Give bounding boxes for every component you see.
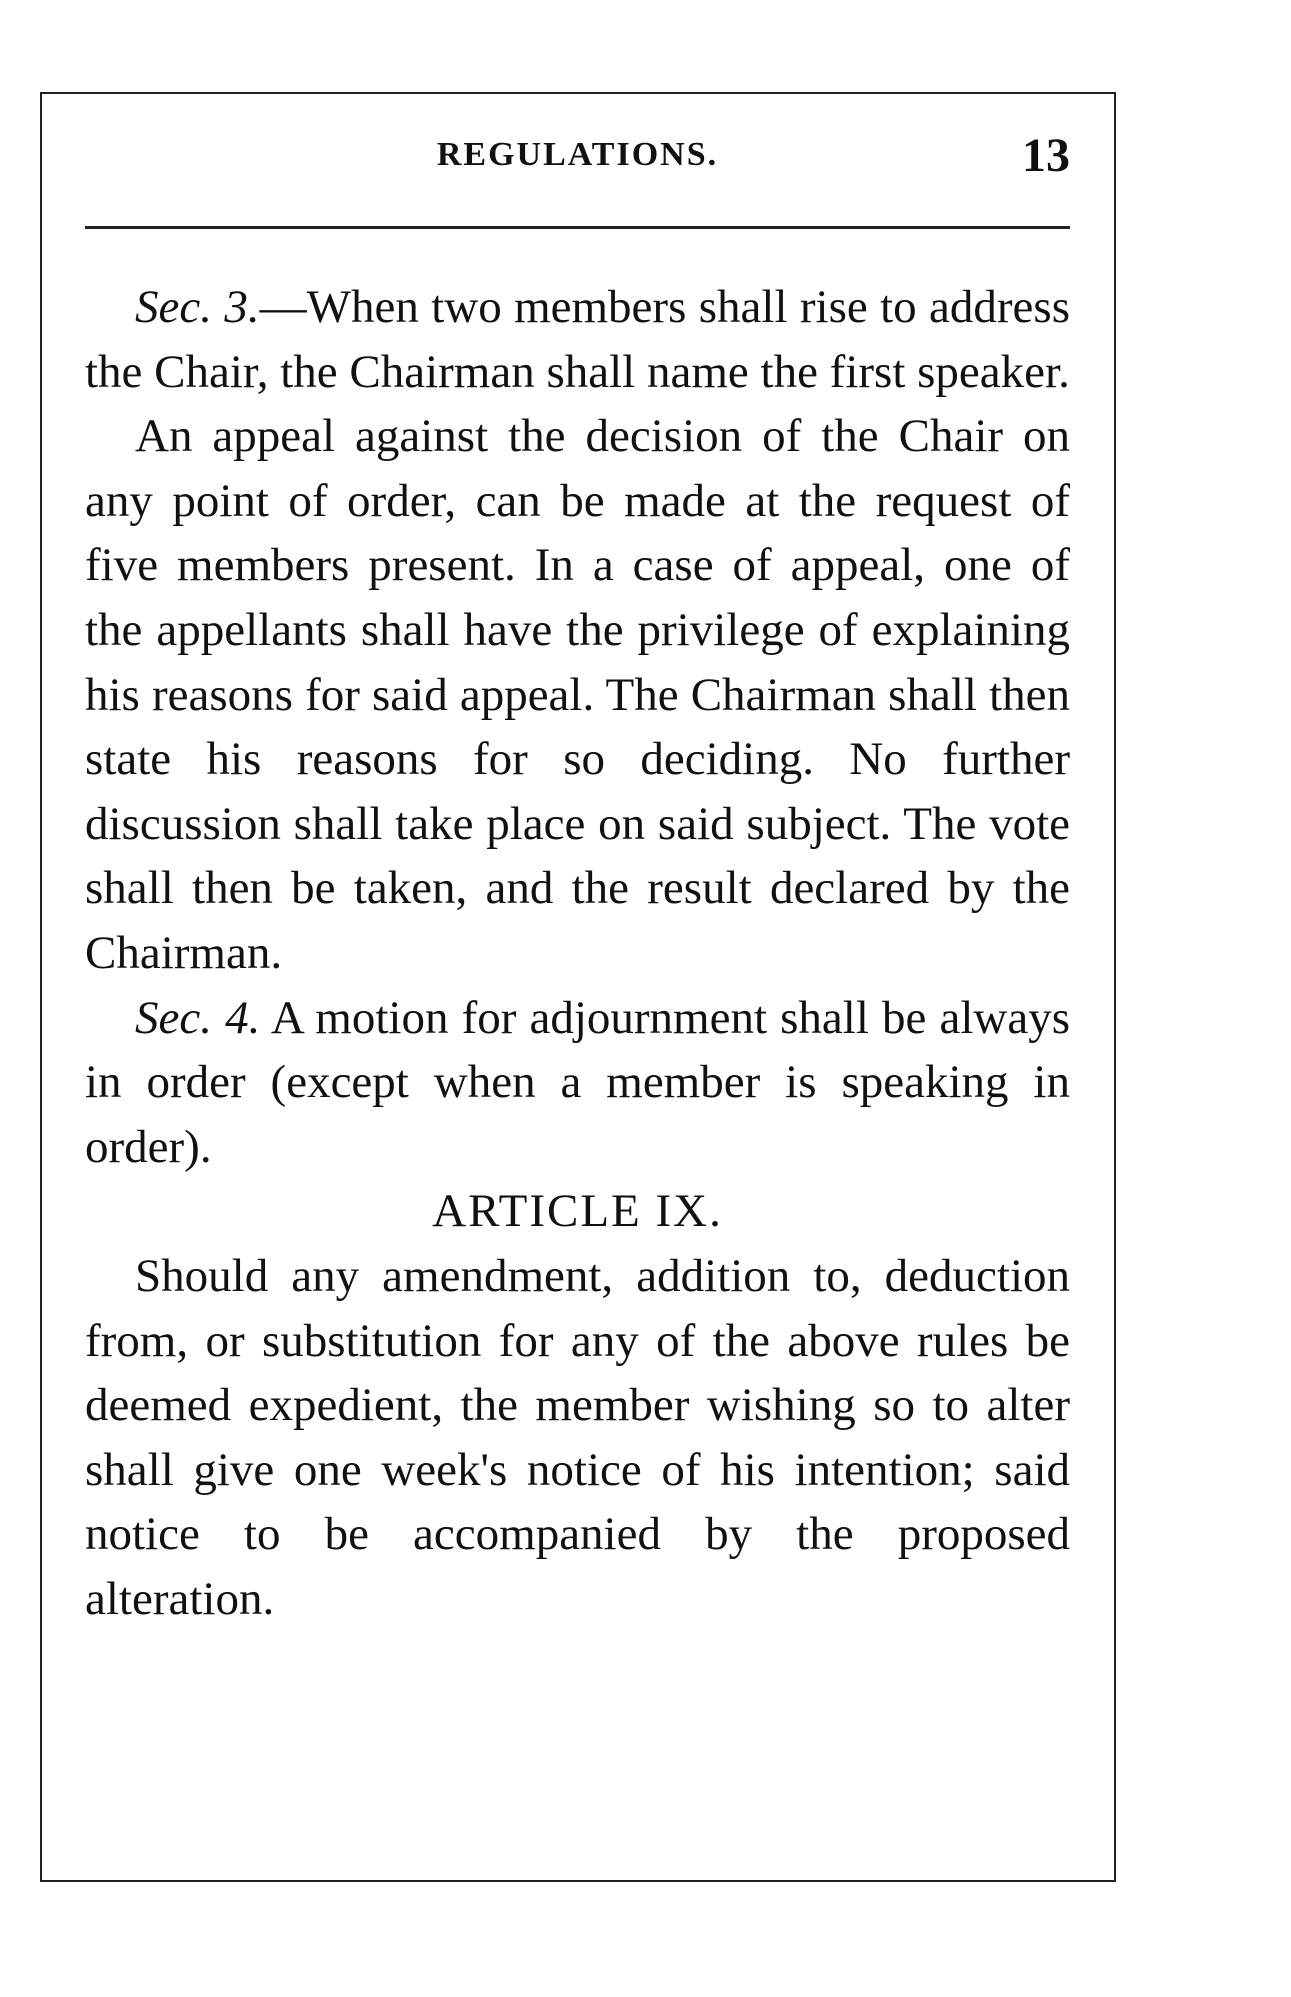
article-paragraph: Should any amendment, addition to, deduction from, or substitution for any of the above rules be deemed expedient, the member wishing so to alter shall give one week's notice of his intention; said notice to be accompanied by the proposed alteration.	[85, 1249, 1070, 1625]
appeal-paragraph: An appeal against the decision of the Chair on any point of order, can be made at the request of five members present. In a case of appeal, one of the appellants shall have the privilege of explaining his reasons for said appeal. The Chairman shall then state his reasons for so deciding. No further discussion shall take place on said subject. The vote shall then be taken, and the result declared by the Chairman.	[85, 410, 1070, 979]
sec-4-text: A motion for adjournment shall be always in order (except when a member is speaking in order).	[85, 991, 1070, 1173]
header-rule	[85, 226, 1070, 229]
body-text	[85, 275, 1070, 1631]
running-head: REGULATIONS.	[436, 136, 719, 173]
sec-4-paragraph	[85, 986, 1070, 1180]
page-number: 13	[1022, 129, 1070, 182]
sec-4-label: Sec. 4.	[135, 991, 261, 1044]
sec-3-label: Sec. 3.	[135, 281, 260, 333]
article-heading: ARTICLE IX.	[432, 1185, 723, 1238]
page-header	[85, 128, 1070, 188]
sec-3-text: —When two members shall rise to address the Chair, the Chairman shall name the first speaker.	[85, 281, 1070, 398]
sec-3-paragraph	[85, 275, 1070, 404]
